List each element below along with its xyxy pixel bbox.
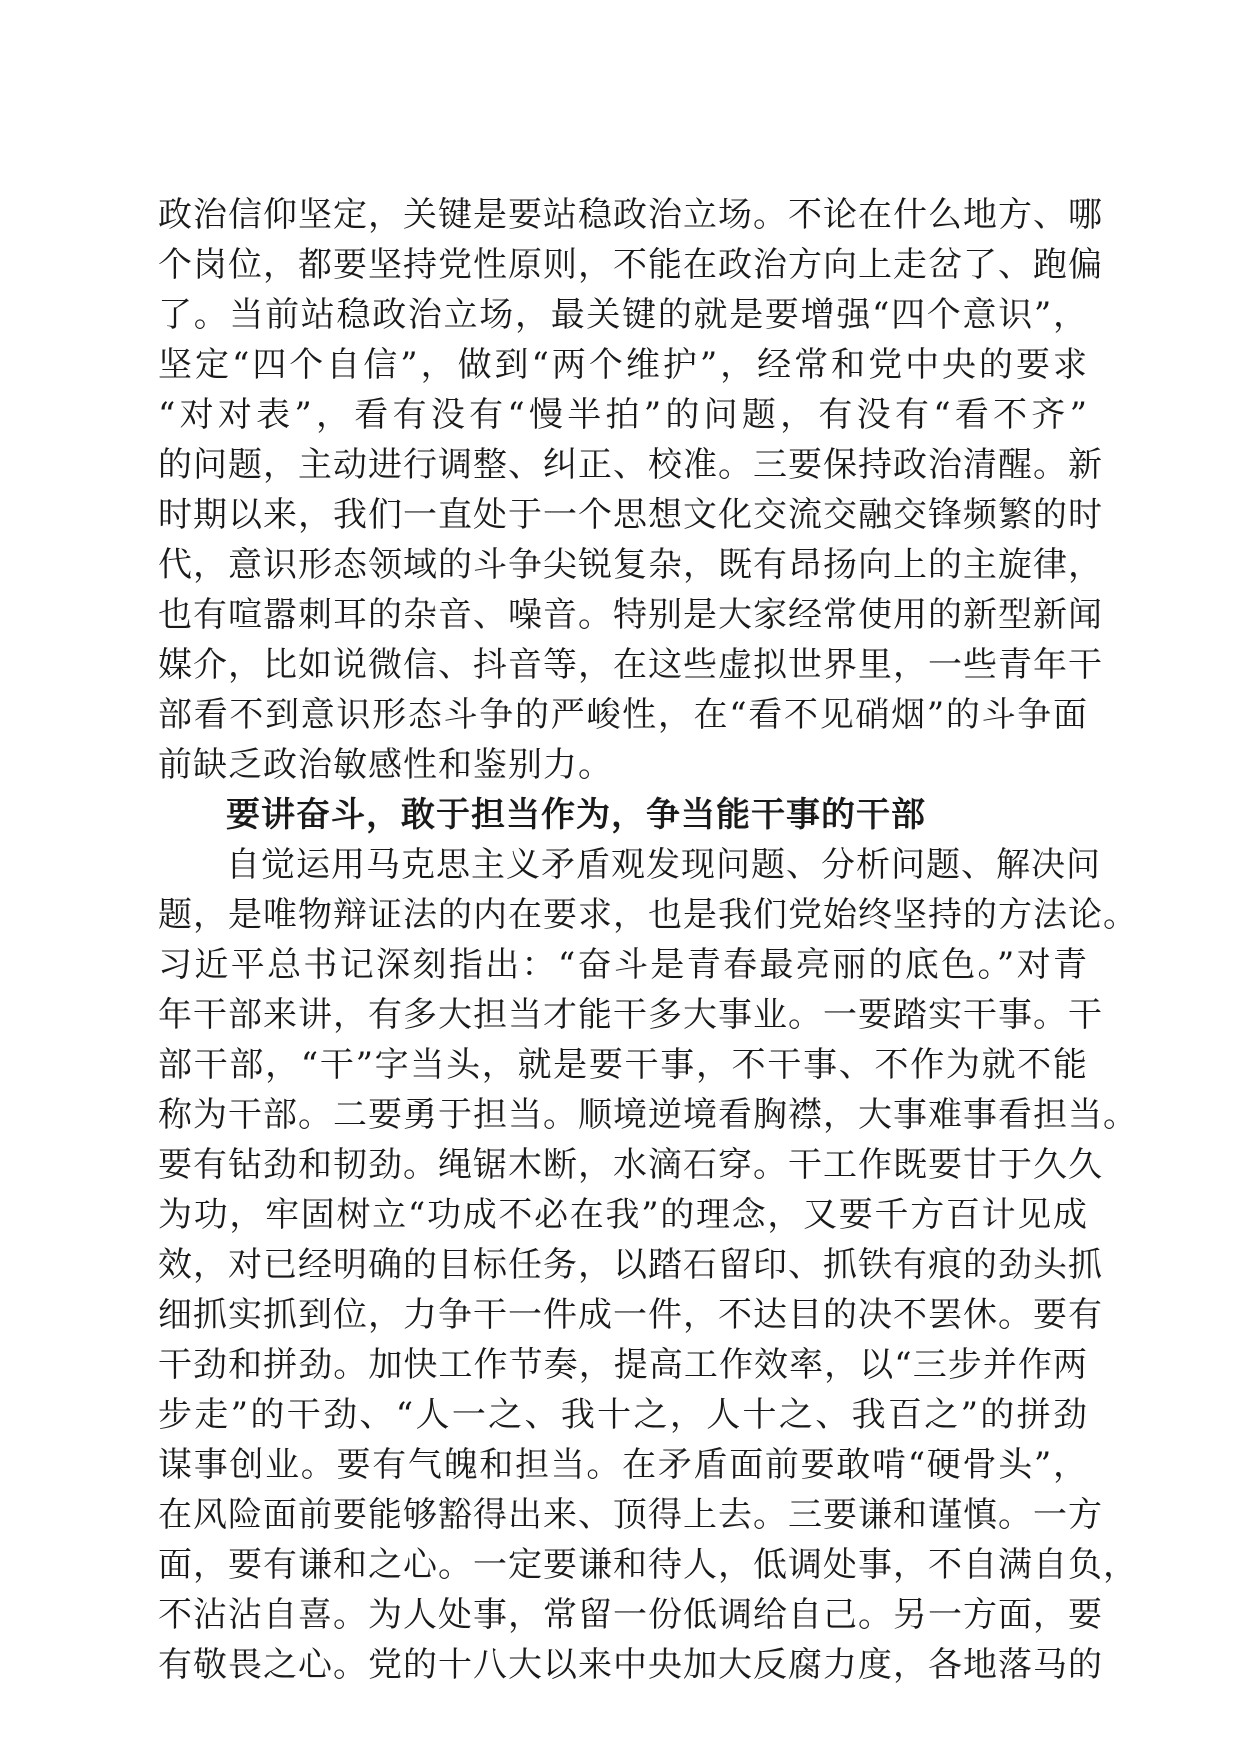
text-line: 部干部，“干”字当头，就是要干事，不干事、不作为就不能 <box>158 1045 1088 1085</box>
text-line: 个岗位，都要坚持党性原则，不能在政治方向上走岔了、跑偏 <box>158 245 1103 285</box>
paragraph-political-stance <box>158 190 1103 790</box>
section-heading: 要讲奋斗，敢于担当作为，争当能干事的干部 <box>226 795 926 835</box>
text-line: 政治信仰坚定，关键是要站稳政治立场。不论在什么地方、哪 <box>158 195 1103 235</box>
paragraph-struggle <box>158 840 1138 1690</box>
text-line: 题，是唯物辩证法的内在要求，也是我们党始终坚持的方法论。 <box>158 895 1138 935</box>
text-line: 的问题，主动进行调整、纠正、校准。三要保持政治清醒。新 <box>158 445 1103 485</box>
text-line: 习近平总书记深刻指出：“奋斗是青春最亮丽的底色。”对青 <box>158 945 1088 985</box>
text-line: 媒介，比如说微信、抖音等，在这些虚拟世界里，一些青年干 <box>158 645 1103 685</box>
text-line: 不沾沾自喜。为人处事，常留一份低调给自己。另一方面，要 <box>158 1595 1103 1635</box>
text-line: 时期以来，我们一直处于一个思想文化交流交融交锋频繁的时 <box>158 495 1103 535</box>
text-line: 为功，牢固树立“功成不必在我”的理念，又要千方百计见成 <box>158 1195 1088 1235</box>
text-line: 年干部来讲，有多大担当才能干多大事业。一要踏实干事。干 <box>158 995 1103 1035</box>
text-line: 代，意识形态领域的斗争尖锐复杂，既有昂扬向上的主旋律， <box>158 545 1103 585</box>
text-line: 干劲和拼劲。加快工作节奏，提高工作效率，以“三步并作两 <box>158 1345 1088 1385</box>
text-line: 要有钻劲和韧劲。绳锯木断，水滴石穿。干工作既要甘于久久 <box>158 1145 1103 1185</box>
text-line: 自觉运用马克思主义矛盾观发现问题、分析问题、解决问 <box>226 845 1101 885</box>
text-line: 称为干部。二要勇于担当。顺境逆境看胸襟，大事难事看担当。 <box>158 1095 1138 1135</box>
text-line: 也有喧嚣刺耳的杂音、噪音。特别是大家经常使用的新型新闻 <box>158 595 1103 635</box>
text-line: 了。当前站稳政治立场，最关键的就是要增强“四个意识”， <box>158 295 1088 335</box>
document-body <box>158 190 1138 1690</box>
text-line: 步走”的干劲、“人一之、我十之，人十之、我百之”的拼劲 <box>158 1395 1088 1435</box>
text-line: 前缺乏政治敏感性和鉴别力。 <box>158 745 613 785</box>
text-line: 谋事创业。要有气魄和担当。在矛盾面前要敢啃“硬骨头”， <box>158 1445 1088 1485</box>
text-line: 面，要有谦和之心。一定要谦和待人，低调处事，不自满自负， <box>158 1545 1138 1585</box>
text-line: 坚定“四个自信”，做到“两个维护”，经常和党中央的要求 <box>158 345 1088 385</box>
text-line: “对对表”，看有没有“慢半拍”的问题，有没有“看不齐” <box>158 395 1088 435</box>
text-line: 细抓实抓到位，力争干一件成一件，不达目的决不罢休。要有 <box>158 1295 1103 1335</box>
text-line: 效，对已经明确的目标任务，以踏石留印、抓铁有痕的劲头抓 <box>158 1245 1103 1285</box>
text-line: 有敬畏之心。党的十八大以来中央加大反腐力度，各地落马的 <box>158 1645 1103 1685</box>
text-line: 在风险面前要能够豁得出来、顶得上去。三要谦和谨慎。一方 <box>158 1495 1103 1535</box>
text-line: 部看不到意识形态斗争的严峻性，在“看不见硝烟”的斗争面 <box>158 695 1088 735</box>
